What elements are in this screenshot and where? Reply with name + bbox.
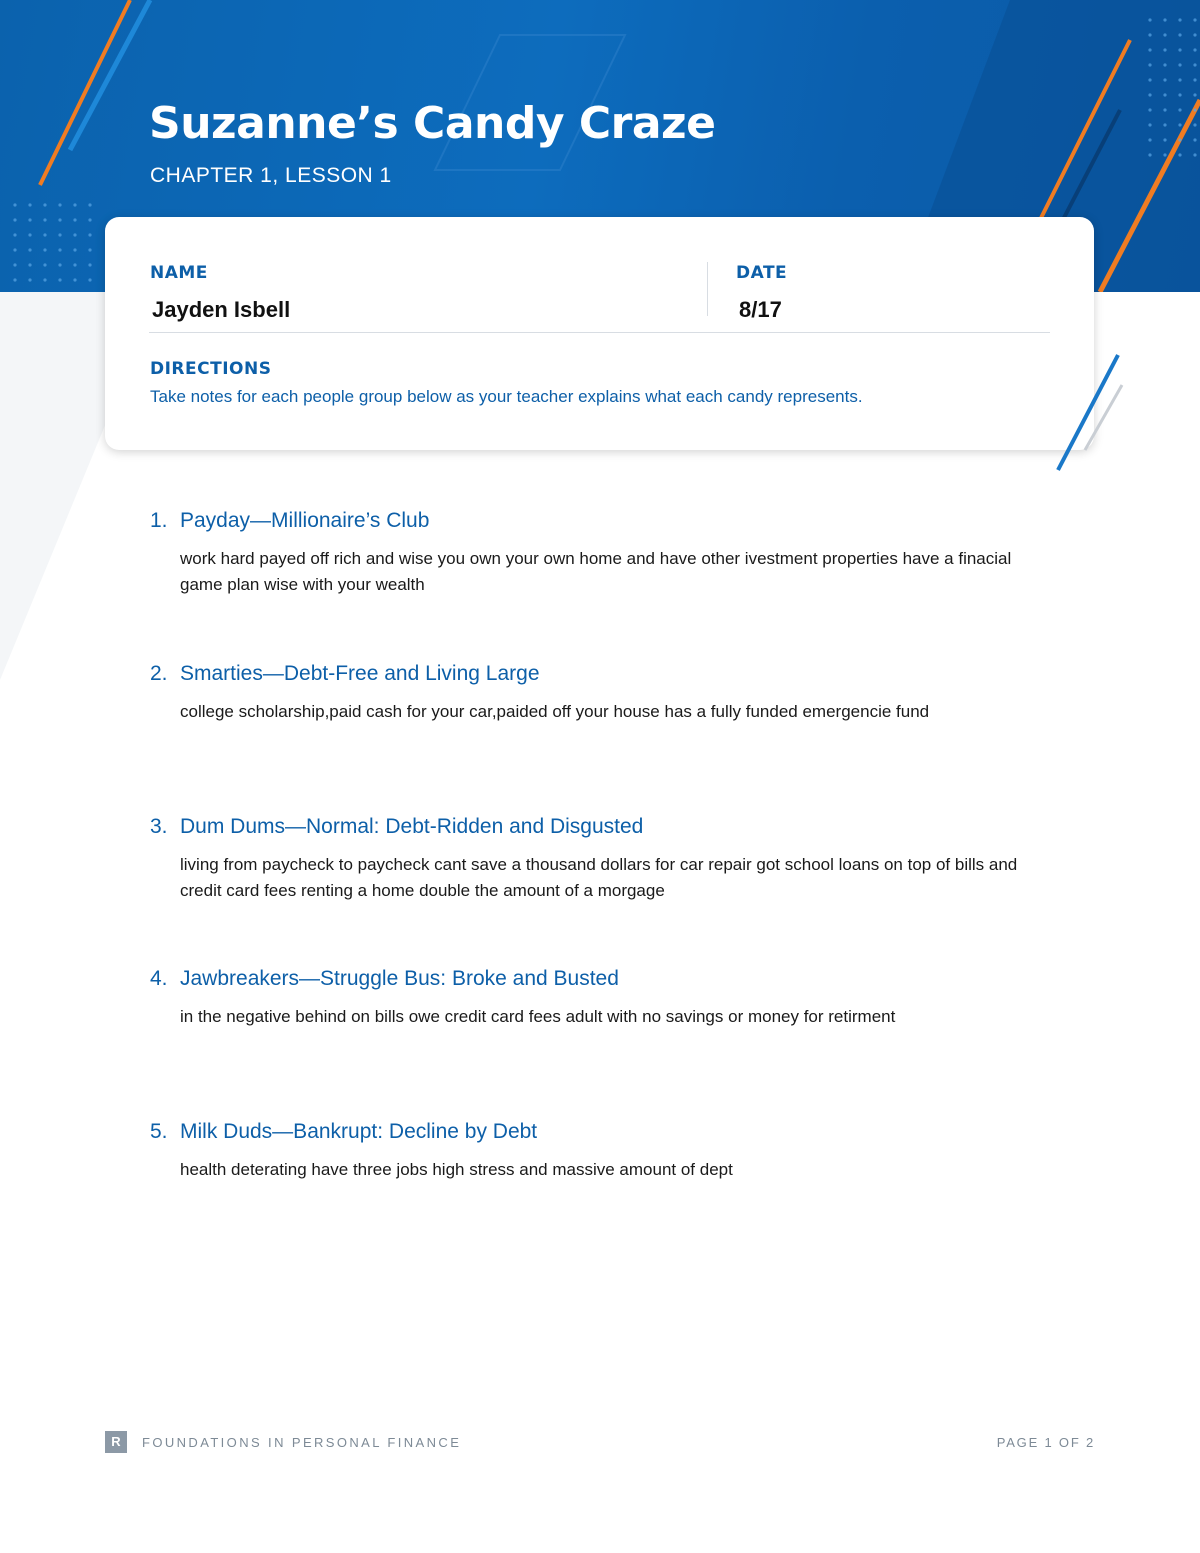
question-item-1 [150, 506, 1025, 598]
question-heading [150, 1117, 1025, 1147]
question-title: Milk Duds—Bankrupt: Decline by Debt [180, 1120, 538, 1143]
field-divider [707, 262, 708, 316]
question-heading [150, 964, 1025, 994]
question-item-2 [150, 659, 1025, 725]
name-label: NAME [150, 263, 208, 283]
card-accent-strokes [1040, 340, 1140, 480]
answer-text[interactable]: living from paycheck to paycheck cant save a thousand dollars for car repair got school loans on top of bills and credit card fees renting a home double the amount of a morgage [180, 855, 1018, 900]
question-number: 3. [150, 815, 168, 838]
date-label: DATE [736, 263, 788, 283]
name-field[interactable]: Jayden Isbell [152, 297, 291, 322]
question-title: Jawbreakers—Struggle Bus: Broke and Busted [180, 967, 619, 990]
student-info-card [105, 217, 1094, 450]
page-indicator: PAGE 1 OF 2 [996, 1435, 1095, 1450]
directions-text: Take notes for each people group below as your teacher explains what each candy represents. [150, 387, 863, 406]
answer-text[interactable]: work hard payed off rich and wise you own your own home and have other ivestment properties have a finacial game plan wise with your wealth [180, 549, 1012, 594]
question-heading [150, 659, 1025, 689]
question-heading [150, 812, 1025, 842]
question-item-4 [150, 964, 1025, 1030]
question-title: Smarties—Debt-Free and Living Large [180, 662, 540, 685]
question-number: 5. [150, 1120, 168, 1143]
question-number: 2. [150, 662, 168, 685]
course-name: FOUNDATIONS IN PERSONAL FINANCE [142, 1435, 462, 1450]
brand-logo-icon: R [105, 1431, 127, 1453]
card-divider [149, 332, 1050, 333]
question-title: Dum Dums—Normal: Debt-Ridden and Disgusted [180, 815, 644, 838]
question-number: 1. [150, 509, 168, 532]
answer-text[interactable]: college scholarship,paid cash for your car,paided off your house has a fully funded emergencie fund [180, 702, 930, 721]
question-number: 4. [150, 967, 168, 990]
question-heading [150, 506, 1025, 536]
directions-label: DIRECTIONS [150, 359, 272, 379]
date-field[interactable]: 8/17 [739, 297, 782, 322]
answer-text[interactable]: health deterating have three jobs high stress and massive amount of dept [180, 1160, 733, 1179]
question-title: Payday—Millionaire’s Club [180, 509, 430, 532]
answer-text[interactable]: in the negative behind on bills owe credit card fees adult with no savings or money for retirment [180, 1007, 896, 1026]
chapter-lesson-label: CHAPTER 1, LESSON 1 [150, 164, 392, 187]
page-title: Suzanne’s Candy Craze [149, 98, 716, 149]
question-item-3 [150, 812, 1025, 904]
question-item-5 [150, 1117, 1025, 1183]
